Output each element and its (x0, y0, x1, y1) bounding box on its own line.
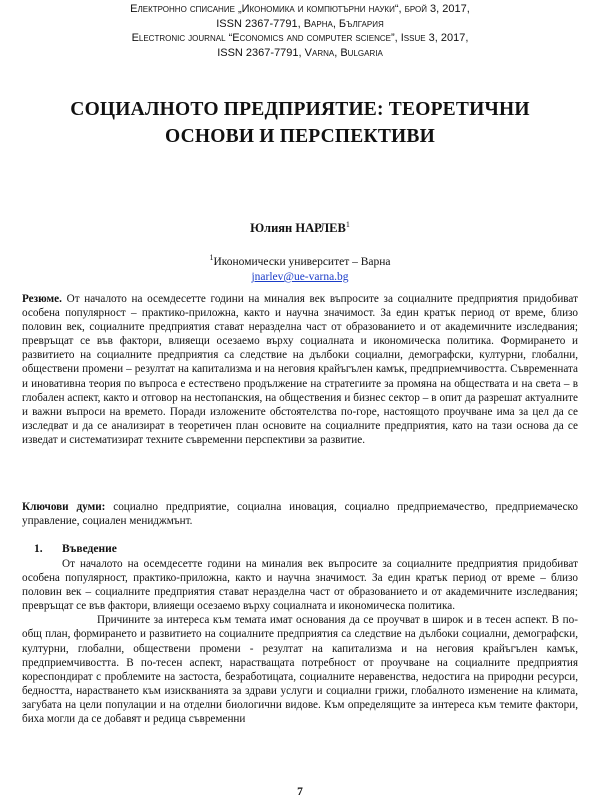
affiliation-mark: 1 (209, 253, 214, 262)
journal-name-en: Electronic journal “Economics and computer science”, Issue 3, 2017, (131, 32, 469, 45)
introduction-body (22, 557, 578, 726)
journal-name-bg: Електронно списание „Икономика и компютърни науки“, брой 3, 2017, (130, 3, 470, 15)
section-title: Въведение (62, 543, 117, 555)
abstract-text: От началото на осемдесетте години на миналия век въпросите за социалните предприятия придобиват особена популярност – практико-приложна, както и научна значимост. За един кратък период от време, близо половин век, социалните предприятия стават неразделна част от образованието и от академичните изследвания; превръщат се във фактори, влияещи осезаемо върху социалната и икономическа политика. Формирането и развитието на социалните предприятия са следствие на дълбоки социални, демографски, културни, глобални, обществени промени – резултат на капитализма и на неговия крайъгълен камък, предприемчивостта. Съвременната и иновативна теория по въпроса е естествено продължение на стратегиите за промяна на обществата и на света – в глобален аспект, както и отговор на нестопанския, на обществения и бизнес сектор – в опит да разрешат актуалните и важни въпроси на времето. Поради изложените обстоятелства по-горе, настоящото проучване има за цел да се изследват и да се анализират в теоретичен план основите на социалните предприятия, като на тази основа да се изведат и систематизират техните съвременни перспективи за развитие. (22, 293, 579, 446)
abstract-label: Резюме. (22, 293, 62, 305)
paper-title-line-2: ОСНОВИ И ПЕРСПЕКТИВИ (165, 126, 435, 147)
author (0, 220, 600, 236)
journal-issn-en: ISSN 2367-7791, Varna, Bulgaria (217, 46, 383, 59)
author-email-link[interactable]: jnarlev@ue-varna.bg (251, 271, 349, 283)
section-heading (34, 543, 117, 555)
author-name: Юлиян НАРЛЕВ (250, 221, 346, 235)
page-number: 7 (297, 786, 303, 798)
journal-issn-bg: ISSN 2367-7791, Варна, България (216, 17, 384, 30)
paper-title-line-1: СОЦИАЛНОТО ПРЕДПРИЯТИЕ: ТЕОРЕТИЧНИ (70, 99, 530, 120)
intro-paragraph-2: Причините за интереса към темата имат основания да се проучват в широк и в тесен аспект. В по-общ план, формирането и развитието на социалните предприятия са следствие на дълбоки социални, демографски, културни, глобални, обществени промени - резултат на капитализма и на неговия крайъгълен камък, предприемчивостта. В по-тесен аспект, нарастващата потребност от проучване на социалните предприятия кореспондират с проблемите на застоста, безработицата, социалните неравенства, недостига на природни ресурси, бедността, нарастването към изискванията за здрави услуги и социални грижи, глобалното изменение на климата, загубата на цели популации и на отделни биологични видове. Към определящите за интереса към темите фактори, биха могли да се добавят и редица съвременни (22, 614, 578, 726)
paper-title (20, 96, 580, 150)
affiliation (0, 250, 600, 285)
abstract (22, 292, 578, 447)
keywords (22, 500, 578, 528)
affiliation-institution: Икономически университет – Варна (213, 256, 391, 268)
keywords-text: социално предприятие, социална иновация, социално предприемачество, предприемаческо управление, социален мениджмънт. (22, 501, 578, 528)
keywords-label: Ключови думи: (22, 501, 106, 513)
journal-header (60, 2, 540, 60)
author-footnote-mark: 1 (345, 220, 350, 229)
section-number: 1. (34, 543, 43, 555)
intro-paragraph-1: От началото на осемдесетте години на миналия век въпросите за социалните предприятия придобиват особена популярност, практико-приложна, както и научна значимост. За един кратък период от време – близо половин век – социалните предприятия стават неразделна част от образованието и от академичните изследвания; превръщат се във фактори, влияещи осезаемо върху социалната и икономическа политика. (22, 558, 578, 613)
